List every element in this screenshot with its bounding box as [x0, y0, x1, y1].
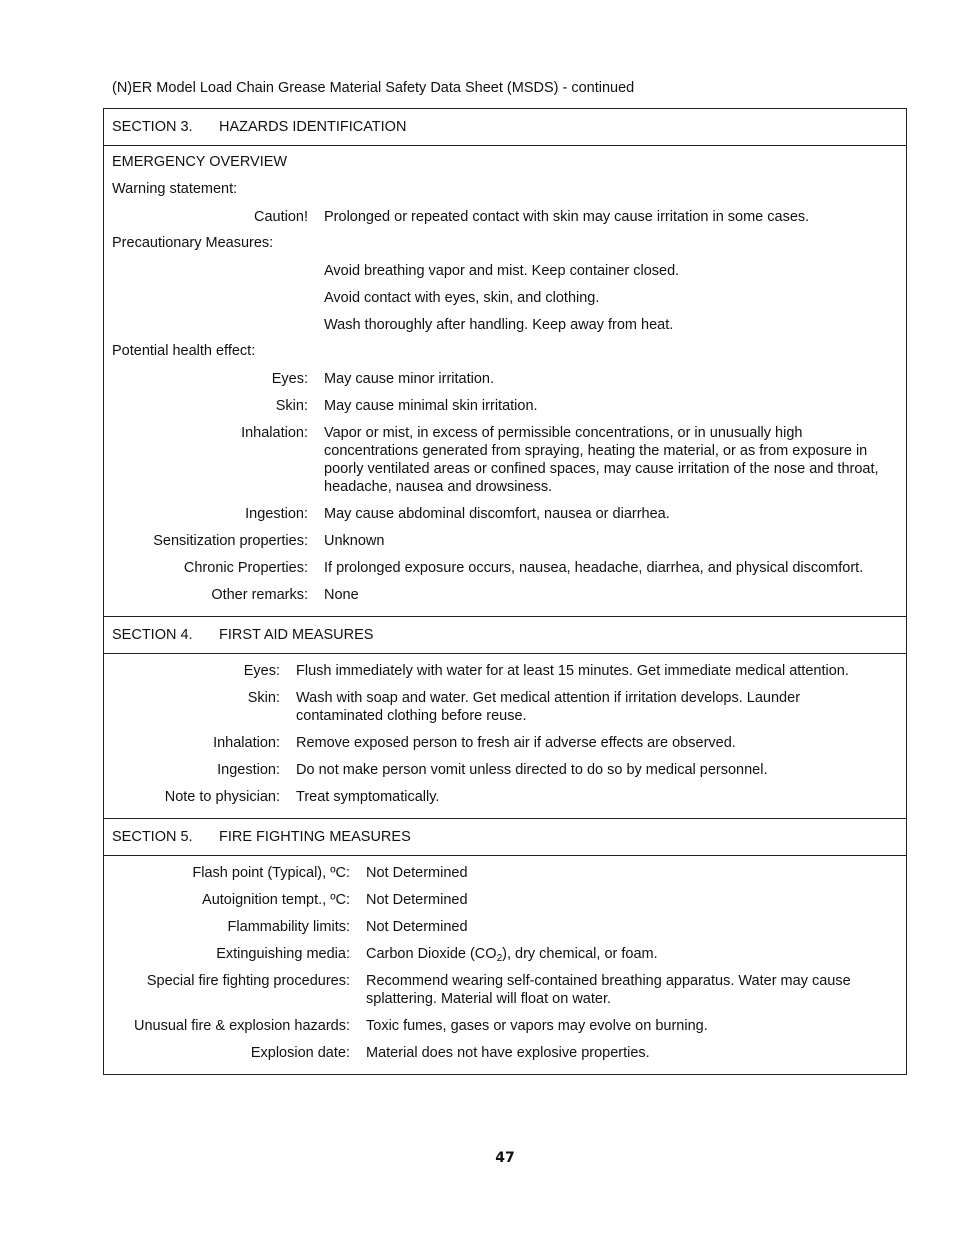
section-3-body — [104, 146, 906, 617]
precautionary-measures-label: Precautionary Measures: — [112, 235, 274, 251]
precaution-row — [104, 262, 906, 280]
field-value: May cause abdominal discomfort, nausea or diarrhea. — [324, 506, 670, 522]
first-aid-row — [104, 734, 906, 752]
field-value: Prolonged or repeated contact with skin may cause irritation in some cases. — [324, 209, 810, 225]
field-value: If prolonged exposure occurs, nausea, headache, diarrhea, and physical discomfort. — [324, 560, 864, 576]
field-label: Skin: — [275, 398, 308, 414]
fire-fighting-row — [104, 864, 906, 882]
field-value: Vapor or mist, in excess of permissible concentrations, or in unusually high concentrations generated from spraying, heating the material, or as from exposure in poorly ventilated areas or confined spaces, may cause irritation of the nose and throat, headache, nausea and drowsiness. — [324, 425, 879, 495]
section-number: SECTION 3. — [112, 119, 193, 135]
field-value: Not Determined — [366, 865, 468, 881]
field-value: Avoid contact with eyes, skin, and clothing. — [324, 290, 600, 306]
field-value: Material does not have explosive properties. — [366, 1045, 650, 1061]
field-label: Other remarks: — [211, 587, 308, 603]
field-value: Flush immediately with water for at least 15 minutes. Get immediate medical attention. — [296, 663, 849, 679]
field-label: Caution! — [253, 209, 308, 225]
msds-table — [103, 108, 907, 1075]
caution-row — [104, 208, 906, 226]
field-value: Not Determined — [366, 919, 468, 935]
section-5-header — [104, 819, 906, 856]
first-aid-row — [104, 662, 906, 680]
fire-fighting-row — [104, 891, 906, 909]
first-aid-row — [104, 788, 906, 806]
health-effect-row — [104, 424, 906, 496]
health-effect-row — [104, 586, 906, 604]
fire-fighting-row — [104, 972, 906, 1008]
field-value: Remove exposed person to fresh air if adverse effects are observed. — [296, 735, 736, 751]
page-number: 47 — [495, 1150, 515, 1166]
section-number: SECTION 4. — [112, 627, 193, 643]
field-label: Eyes: — [271, 371, 308, 387]
section-4-header — [104, 617, 906, 654]
field-label: Special fire fighting procedures: — [146, 973, 350, 989]
field-label: Note to physician: — [164, 789, 280, 805]
field-value: Do not make person vomit unless directed to do so by medical personnel. — [296, 762, 768, 778]
section-number: SECTION 5. — [112, 829, 193, 845]
field-label: Ingestion: — [217, 762, 280, 778]
section-title: HAZARDS IDENTIFICATION — [219, 119, 407, 135]
potential-health-effect-label: Potential health effect: — [112, 343, 256, 359]
field-label: Eyes: — [243, 663, 280, 679]
field-label: Inhalation: — [241, 425, 308, 441]
field-value: None — [324, 587, 359, 603]
precaution-row — [104, 316, 906, 334]
field-label: Flash point (Typical), ºC: — [192, 865, 350, 881]
field-label: Skin: — [247, 690, 280, 706]
field-value: Carbon Dioxide $(CO_2)$, dry chemical, or foam. — [366, 946, 658, 964]
field-value: Avoid breathing vapor and mist. Keep container closed. — [324, 263, 680, 279]
fire-fighting-row — [104, 1017, 906, 1035]
section-5-body — [104, 856, 906, 1074]
precaution-row — [104, 289, 906, 307]
field-label: Flammability limits: — [227, 919, 350, 935]
field-value: Recommend wearing self-contained breathing apparatus. Water may cause splattering. Material will float on water. — [366, 973, 851, 1007]
field-value: Not Determined — [366, 892, 468, 908]
field-value: Treat symptomatically. — [296, 789, 440, 805]
health-effect-row — [104, 397, 906, 415]
health-effect-row — [104, 532, 906, 550]
fire-fighting-row — [104, 918, 906, 936]
first-aid-row — [104, 689, 906, 725]
health-effect-row — [104, 370, 906, 388]
fire-fighting-row — [104, 1044, 906, 1062]
field-label: Autoignition tempt., ºC: — [202, 892, 350, 908]
section-title: FIRE FIGHTING MEASURES — [219, 829, 411, 845]
first-aid-row — [104, 761, 906, 779]
section-4-body — [104, 654, 906, 819]
field-label: Unusual fire & explosion hazards: — [133, 1018, 350, 1034]
field-value: Wash thoroughly after handling. Keep away from heat. — [324, 317, 674, 333]
health-effect-row — [104, 505, 906, 523]
field-label: Ingestion: — [245, 506, 308, 522]
field-label: Chronic Properties: — [183, 560, 308, 576]
field-label: Extinguishing media: — [216, 946, 350, 962]
fire-fighting-row — [104, 945, 906, 963]
field-label: Sensitization properties: — [153, 533, 308, 549]
field-value: Wash with soap and water. Get medical attention if irritation develops. Launder contaminated clothing before reuse. — [296, 690, 801, 724]
emergency-overview: EMERGENCY OVERVIEW — [112, 154, 288, 170]
running-header: (N)ER Model Load Chain Grease Material Safety Data Sheet (MSDS) - continued — [112, 80, 635, 96]
field-value: May cause minimal skin irritation. — [324, 398, 538, 414]
field-label: Explosion date: — [250, 1045, 350, 1061]
section-title: FIRST AID MEASURES — [219, 627, 374, 643]
warning-statement-label: Warning statement: — [112, 181, 238, 197]
field-value: Unknown — [324, 533, 385, 549]
field-value: May cause minor irritation. — [324, 371, 495, 387]
field-label: Inhalation: — [213, 735, 280, 751]
section-3-header — [104, 109, 906, 146]
health-effect-row — [104, 559, 906, 577]
field-value: Toxic fumes, gases or vapors may evolve on burning. — [366, 1018, 708, 1034]
